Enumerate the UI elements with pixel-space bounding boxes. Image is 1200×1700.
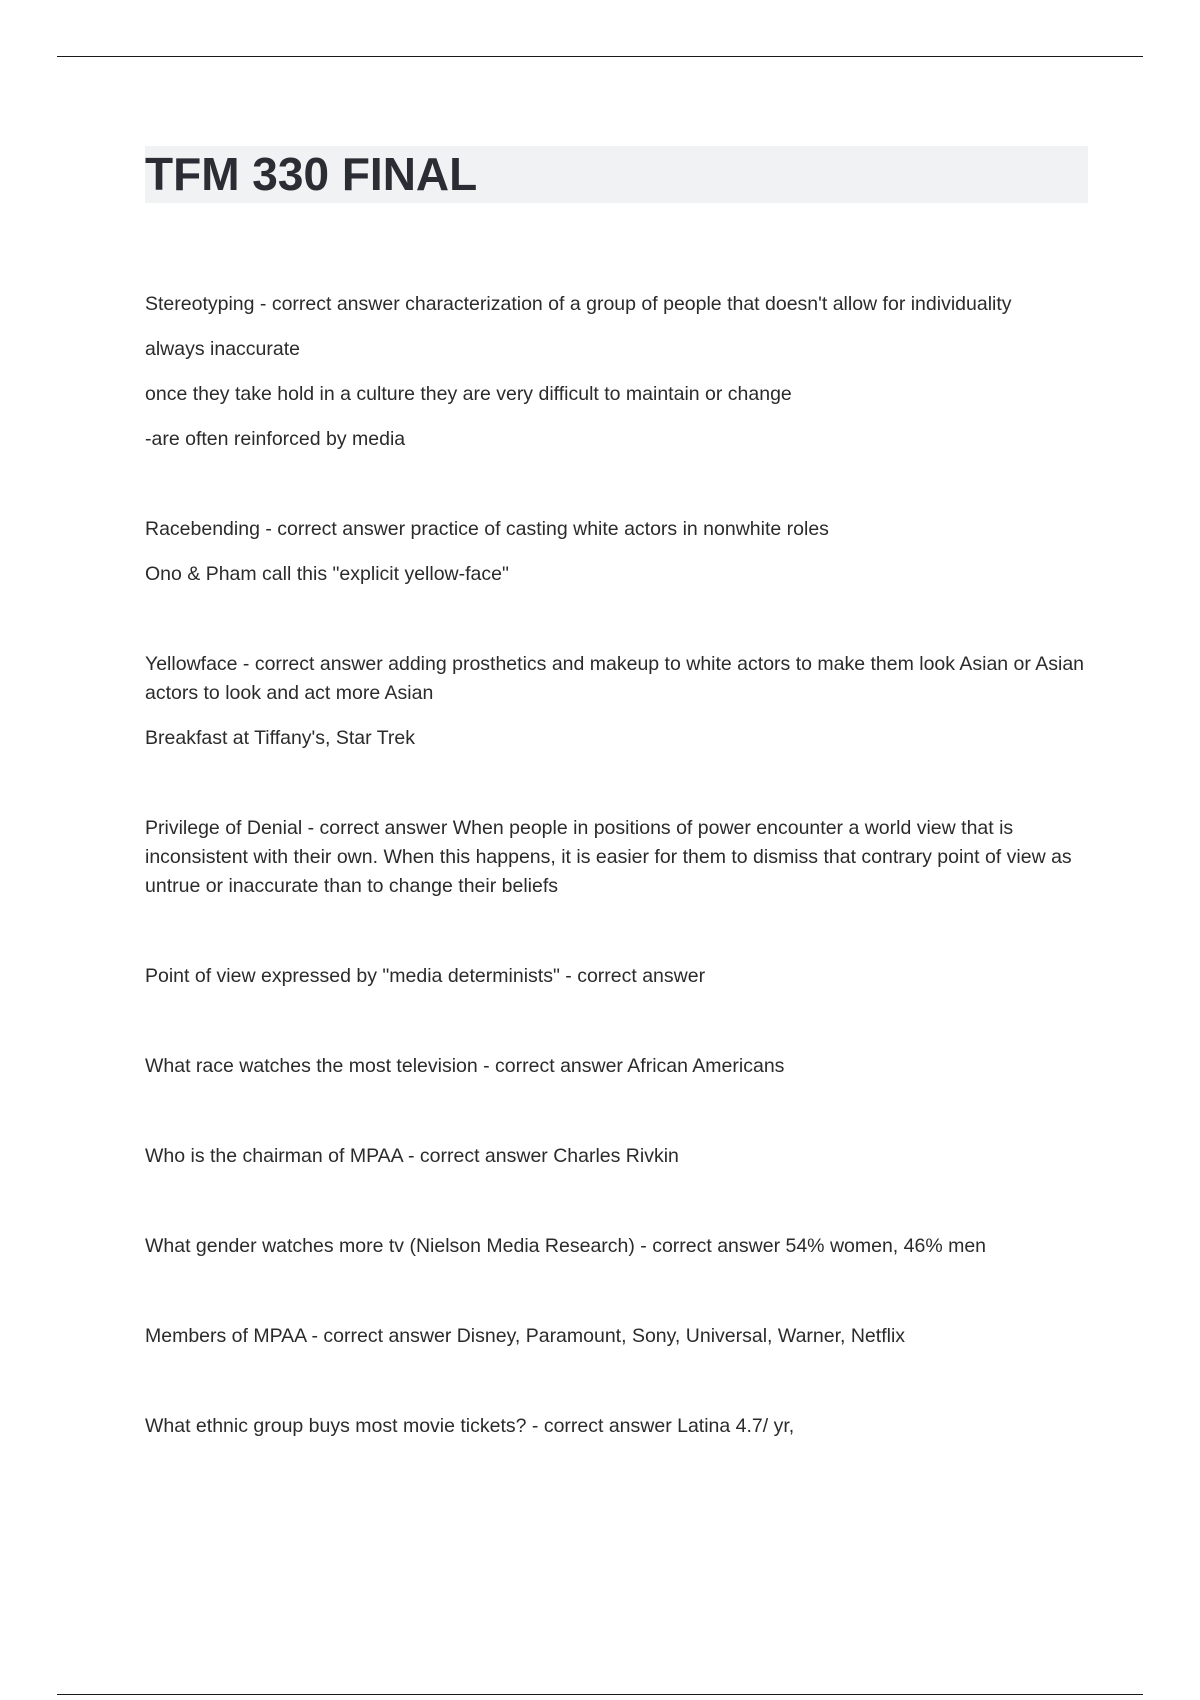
- entry-movie-tickets: [145, 1412, 1090, 1441]
- document-body: [145, 290, 1090, 1441]
- entry-line: always inaccurate: [145, 338, 300, 360]
- top-rule: [57, 56, 1143, 57]
- bottom-rule: [57, 1694, 1143, 1695]
- entry-line: Stereotyping - correct answer characterization of a group of people that doesn't allow for individuality: [145, 293, 1012, 315]
- entry-racebending: [145, 515, 1090, 589]
- entry-line: Who is the chairman of MPAA - correct answer Charles Rivkin: [145, 1145, 679, 1167]
- entry-line: once they take hold in a culture they are very difficult to maintain or change: [145, 383, 792, 405]
- entry-race-television: [145, 1052, 1090, 1081]
- entry-media-determinists: [145, 962, 1090, 991]
- entry-line: Yellowface - correct answer adding prosthetics and makeup to white actors to make them look Asian or Asian actors to look and act more Asian: [145, 653, 1085, 704]
- entry-line: What race watches the most television - correct answer African Americans: [145, 1055, 785, 1077]
- entry-mpaa-members: [145, 1322, 1090, 1351]
- entry-line: Privilege of Denial - correct answer When people in positions of power encounter a world view that is inconsistent with their own. When this happens, it is easier for them to dismiss that contrary point of view as untrue or inaccurate than to change their beliefs: [145, 817, 1072, 897]
- entry-mpaa-chairman: [145, 1142, 1090, 1171]
- entry-privilege-of-denial: [145, 814, 1090, 901]
- entry-yellowface: [145, 650, 1090, 753]
- entry-line: Ono & Pham call this "explicit yellow-face": [145, 563, 509, 585]
- entry-gender-tv: [145, 1232, 1090, 1261]
- entry-line: Point of view expressed by "media determinists" - correct answer: [145, 965, 706, 987]
- entry-stereotyping: [145, 290, 1090, 454]
- entry-line: What gender watches more tv (Nielson Media Research) - correct answer 54% women, 46% men: [145, 1235, 987, 1257]
- entry-line: What ethnic group buys most movie tickets? - correct answer Latina 4.7/ yr,: [145, 1415, 795, 1437]
- entry-line: Breakfast at Tiffany's, Star Trek: [145, 727, 415, 749]
- entry-line: Members of MPAA - correct answer Disney, Paramount, Sony, Universal, Warner, Netflix: [145, 1325, 906, 1347]
- document-title: TFM 330 FINAL: [145, 148, 478, 200]
- entry-line: Racebending - correct answer practice of casting white actors in nonwhite roles: [145, 518, 829, 540]
- entry-line: -are often reinforced by media: [145, 428, 406, 450]
